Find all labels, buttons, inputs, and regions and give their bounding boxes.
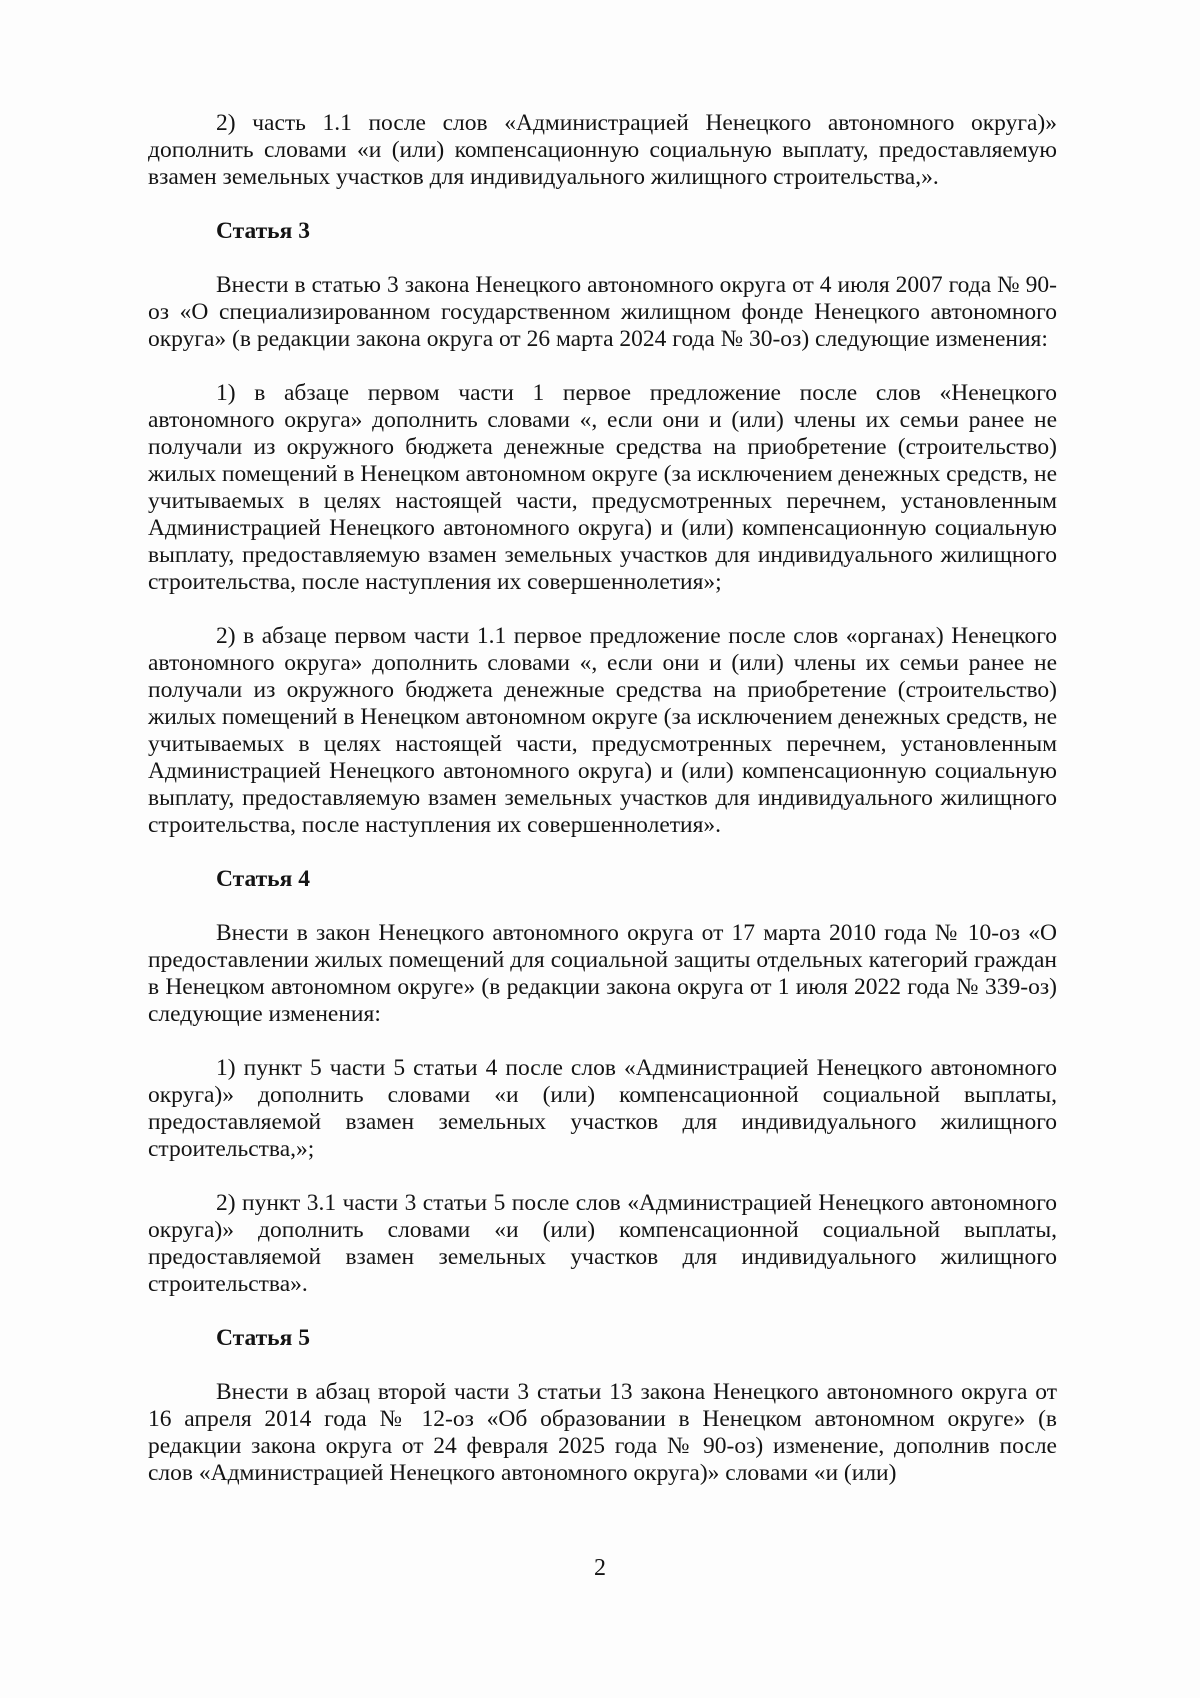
heading-article-5: Статья 5 (216, 1325, 310, 1351)
heading-article-3: Статья 3 (216, 218, 310, 244)
page-number: 2 (594, 1555, 606, 1581)
paragraph-article3-item2: 2) в абзаце первом части 1.1 первое предложение после слов «органах) Ненецкого автономного округа» дополнить словами «, если они и (или) члены их семьи ранее не получали из окружного бюджета денежные средства на приобретение (строительство) жилых помещений в Ненецком автономном округе (за исключением денежных средств, не учитываемых в целях настоящей части, предусмотренных перечнем, установленным Администрацией Ненецкого автономного округа) и (или) компенсационную социальную выплату, предоставляемую взамен земельных участков для индивидуального жилищного строительства, после наступления их совершеннолетия». (148, 623, 1057, 838)
paragraph-article4-intro: Внести в закон Ненецкого автономного округа от 17 марта 2010 года № 10-оз «О предоставлении жилых помещений для социальной защиты отдельных категорий граждан в Ненецком автономном округе» (в редакции закона округа от 1 июля 2022 года № 339-оз) следующие изменения: (148, 920, 1057, 1027)
paragraph-article3-item1: 1) в абзаце первом части 1 первое предложение после слов «Ненецкого автономного округа» дополнить словами «, если они и (или) члены их семьи ранее не получали из окружного бюджета денежные средства на приобретение (строительство) жилых помещений в Ненецком автономном округе (за исключением денежных средств, не учитываемых в целях настоящей части, предусмотренных перечнем, установленным Администрацией Ненецкого автономного округа) и (или) компенсационную социальную выплату, предоставляемую взамен земельных участков для индивидуального жилищного строительства, после наступления их совершеннолетия»; (148, 380, 1057, 595)
document-body (148, 110, 1057, 1514)
paragraph-article5-intro: Внести в абзац второй части 3 статьи 13 закона Ненецкого автономного округа от 16 апреля 2014 года № 12-оз «Об образовании в Ненецком автономном округе» (в редакции закона округа от 24 февраля 2025 года № 90-оз) изменение, дополнив после слов «Администрацией Ненецкого автономного округа)» словами «и (или) (148, 1379, 1057, 1486)
paragraph-article2-item2: 2) часть 1.1 после слов «Администрацией Ненецкого автономного округа)» дополнить словами «и (или) компенсационную социальную выплату, предоставляемую взамен земельных участков для индивидуального жилищного строительства,». (148, 110, 1057, 190)
paragraph-article4-item2: 2) пункт 3.1 части 3 статьи 5 после слов «Администрацией Ненецкого автономного округа)» дополнить словами «и (или) компенсационной социальной выплаты, предоставляемой взамен земельных участков для индивидуального жилищного строительства». (148, 1190, 1057, 1297)
heading-article-4: Статья 4 (216, 866, 310, 892)
paragraph-article3-intro: Внести в статью 3 закона Ненецкого автономного округа от 4 июля 2007 года № 90-оз «О специализированном государственном жилищном фонде Ненецкого автономного округа» (в редакции закона округа от 26 марта 2024 года № 30-оз) следующие изменения: (148, 272, 1057, 352)
paragraph-article4-item1: 1) пункт 5 части 5 статьи 4 после слов «Администрацией Ненецкого автономного округа)» дополнить словами «и (или) компенсационной социальной выплаты, предоставляемой взамен земельных участков для индивидуального жилищного строительства,»; (148, 1055, 1057, 1162)
